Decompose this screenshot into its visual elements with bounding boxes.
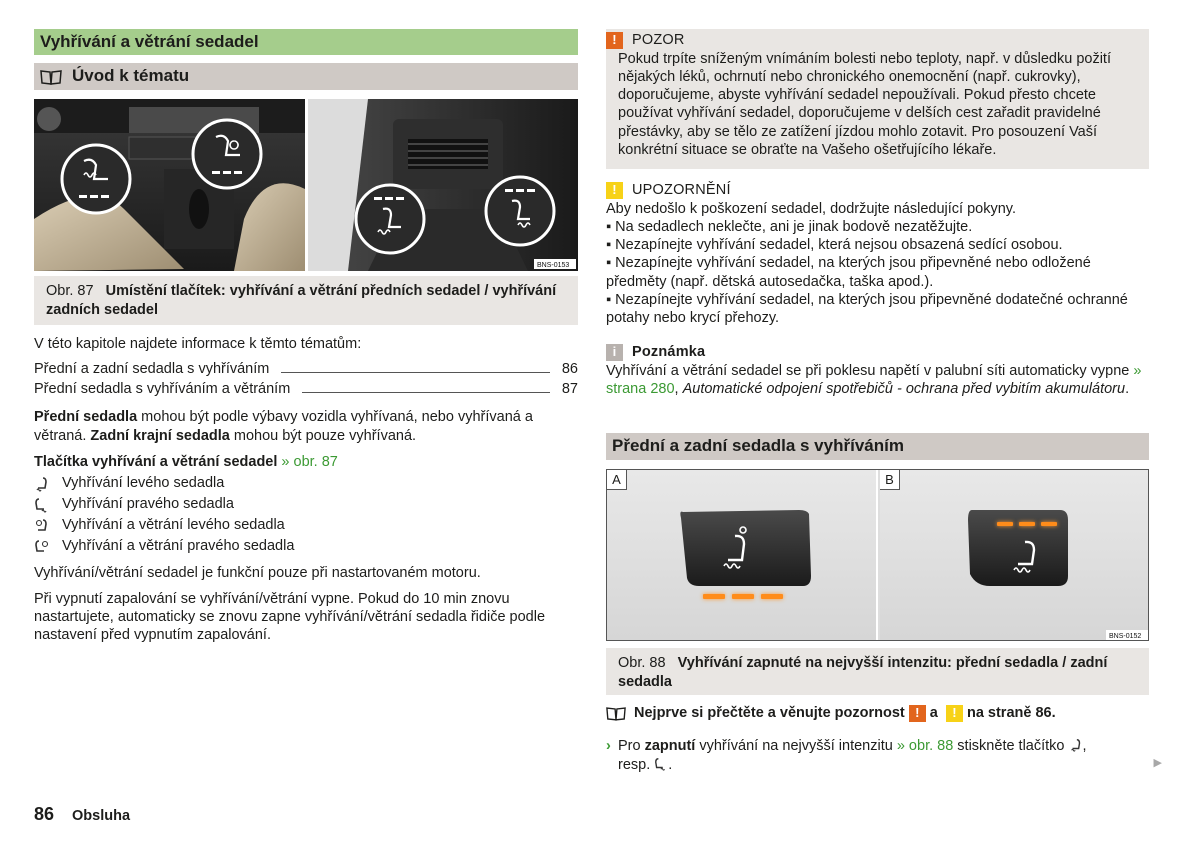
footer-section: Obsluha [72, 808, 131, 824]
seat-heat-left-icon [1069, 738, 1083, 752]
notice-box [606, 180, 1149, 327]
seat-heat-vent-left-icon [34, 518, 50, 534]
note-box [606, 342, 1149, 398]
heat-level-indicator [1041, 522, 1057, 526]
seat-heat-left-icon [34, 476, 50, 492]
read-first-line: Nejprve si přečtěte a věnujte pozornost ! a ! na straně 86. [606, 704, 1149, 723]
list-item: Vyhřívání levého sedadla [34, 473, 578, 494]
heat-level-indicator [761, 594, 783, 599]
step-arrow-icon: › [606, 738, 611, 754]
button-list [34, 473, 578, 557]
toc-entry[interactable]: Přední a zadní sedadla s vyhříváním 86 [34, 361, 578, 377]
panel-a-label: A [607, 470, 627, 490]
caution-text: Pokud trpíte sníženým vnímáním bolesti nebo teploty, např. v důsledku požití nějakých léků, ochrnutí nebo chronického onemocnění (např. cukrovky), doporučujeme, abyste vyhřívání sedadel nepoužívali. Pokud přesto chcete používat vyhřívání sedadel, doporučujeme v delších cest zařadit pravidelné přestávky, aby se tělo ze zatížení jízdou mohlo zotavit. Pro posouzení Vaší konkrétní situace se obraťte na Vašeho ošetřujícího lékaře. [618, 51, 1111, 158]
section2-title: Přední a zadní sedadla s vyhříváním [606, 433, 1149, 460]
paragraph-engine: Vyhřívání/větrání sedadel je funkční pouze při nastartovaném motoru. [34, 565, 481, 581]
section-title: Vyhřívání a větrání sedadel [34, 29, 578, 55]
info-icon: i [606, 344, 623, 361]
figure88 [606, 469, 1149, 641]
front-console-illustration [34, 99, 305, 271]
figure87-link[interactable]: » obr. 87 [277, 454, 338, 470]
warning-red-icon: ! [606, 32, 623, 49]
paragraph-seats: Přední sedadla mohou být podle výbavy vozidla vyhřívaná, nebo vyhřívaná a větraná. Zadní krajní sedadla mohou být pouze vyhřívaná. [34, 409, 533, 444]
caution-header: ! POZOR [606, 30, 1141, 50]
figure88-panel-a [607, 470, 878, 640]
buttons-heading: Tlačítka vyhřívání a větrání sedadel » obr. 87 [34, 454, 338, 470]
warning-red-icon: ! [909, 705, 926, 722]
instruction-step: › Pro zapnutí vyhřívání na nejvyšší intenzitu » obr. 88 stiskněte tlačítko , resp. . [606, 738, 1087, 773]
figure87-code: BNS-0153 [537, 262, 570, 269]
page-footer [34, 803, 130, 826]
warning-yellow-icon: ! [946, 705, 963, 722]
list-item: Vyhřívání a větrání pravého sedadla [34, 536, 578, 557]
note-header: i Poznámka [606, 342, 1149, 362]
list-item: Vyhřívání pravého sedadla [34, 494, 578, 515]
figure88-caption: Obr. 88 Vyhřívání zapnuté na nejvyšší intenzitu: přední sedadla / zadní sedadla [606, 648, 1149, 695]
notice-text: Aby nedošlo k poškození sedadel, dodržujte následující pokyny. ▪ Na sedadlech neklečte, ani je jinak bodově nezatěžujte. ▪ Nezapínejte vyhřívání sedadel, která nejsou obsazená sedící osobou. ▪ Nezapínejte vyhřívání sedadel, na kterých jsou připevněné nebo odložené předměty (např. dětská autosedačka, taška apod.). ▪ Nezapínejte vyhřívání sedadel, na kterých jsou připevněné dodatečné ochranné potahy nebo krycí přehozy. [606, 201, 1128, 326]
heat-level-indicator [703, 594, 725, 599]
seat-heat-right-icon [654, 757, 668, 771]
figure87-caption: Obr. 87 Umístění tlačítek: vyhřívání a větrání předních sedadel / vyhřívání zadních sedadel [34, 276, 578, 325]
note-text: Vyhřívání a větrání sedadel se při poklesu napětí v palubní síti automaticky vypne » strana 280, Automatické odpojení spotřebičů - ochrana před vybitím akumulátoru. [606, 363, 1142, 398]
rear-console-illustration [308, 99, 578, 271]
heat-level-indicator [732, 594, 754, 599]
panel-b-label: B [880, 470, 900, 490]
book-icon [40, 69, 62, 85]
figure87-photo-front [34, 99, 305, 271]
figure88-panel-b [880, 470, 1148, 640]
intro-text: V této kapitole najdete informace k těmto tématům: [34, 336, 362, 352]
heat-level-indicator [1019, 522, 1035, 526]
warning-yellow-icon: ! [606, 182, 623, 199]
list-item: Vyhřívání a větrání levého sedadla [34, 515, 578, 536]
toc-entry[interactable]: Přední sedadla s vyhříváním a větráním 87 [34, 381, 578, 397]
book-icon [606, 706, 626, 721]
front-seat-button-illustration [607, 470, 878, 640]
paragraph-ignition: Při vypnutí zapalování se vyhřívání/větrání vypne. Pokud do 10 min znovu nastartujete, automaticky se znovu zapne vyhřívání/větrání sedadla řidiče podle nastavení před vypnutím zapalování. [34, 591, 546, 644]
continue-arrow-icon: ▶ [1153, 757, 1162, 769]
page-280-link[interactable]: » strana 280 [606, 363, 1142, 398]
seat-heat-right-icon [34, 497, 50, 513]
rear-seat-button-illustration [880, 470, 1148, 640]
caution-box [606, 29, 1149, 169]
figure88-link[interactable]: » obr. 88 [896, 738, 954, 754]
figure88-code: BNS-0152 [1109, 633, 1142, 640]
notice-header: ! UPOZORNĚNÍ [606, 180, 1149, 200]
seat-heat-vent-right-icon [34, 539, 50, 555]
toc [34, 360, 578, 400]
figure87-photo-rear [308, 99, 578, 271]
topic-heading: Úvod k tématu [34, 63, 578, 90]
heat-level-indicator [997, 522, 1013, 526]
page-number: 86 [34, 804, 55, 824]
